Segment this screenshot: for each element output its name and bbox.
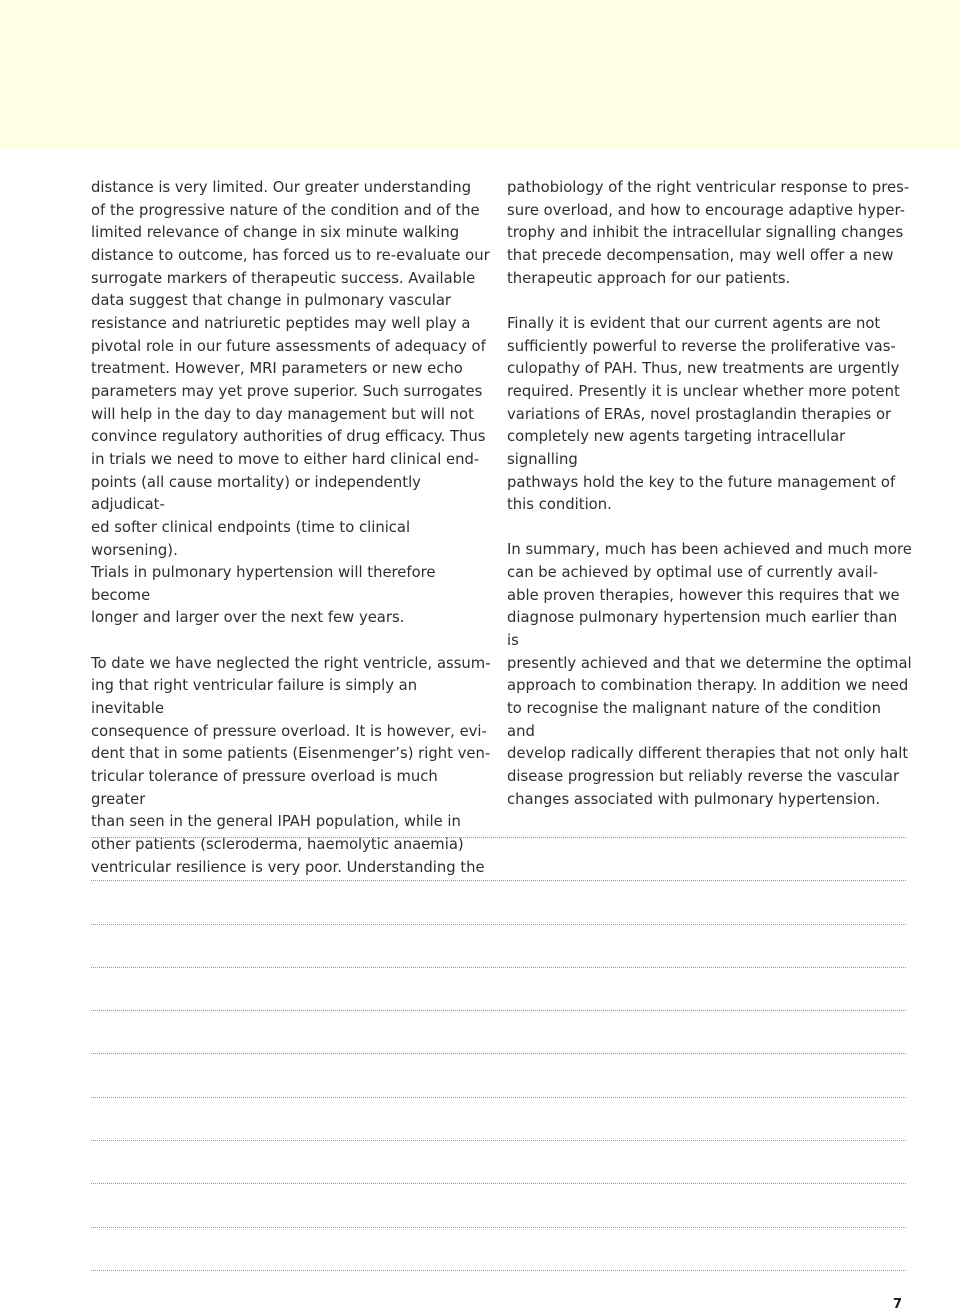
right-paragraph-1: pathobiology of the right ventricular response to pres- sure overload, and how to encourage adaptive hyper- trophy and inhibit the intracellular signalling changes that precede decompensation, may well offer a new therapeutic approach for our patients.	[507, 179, 910, 287]
left-paragraph-2: To date we have neglected the right ventricle, assum- ing that right ventricular failure is simply an inevitable consequence of pressure overload. It is however, evi- dent that in some patients (Eisenmenger’s) right ven- tricular tolerance of pressure overload is much greater than seen in the general IPAH population, while in other patients (scleroderma, haemolytic anaemia) ventricular resilience is very poor. Understanding the	[91, 654, 491, 876]
note-line	[91, 880, 906, 881]
note-line	[91, 1053, 906, 1054]
header-band	[0, 0, 960, 150]
right-paragraph-3: In summary, much has been achieved and much more can be achieved by optimal use of currently avail- able proven therapies, however this requires that we diagnose pulmonary hypertension much earlier than is presently achieved and that we determine the optimal approach to combination therapy. In addition we need to recognise the malignant nature of the condition and develop radically different therapies that not only halt disease progression but reliably reverse the vascular changes associated with pulmonary hypertension.	[507, 541, 912, 808]
note-line	[91, 967, 906, 968]
note-line	[91, 837, 906, 838]
note-line	[91, 1227, 906, 1228]
note-line	[91, 1097, 906, 1098]
right-paragraph-2: Finally it is evident that our current agents are not sufficiently powerful to reverse the proliferative vas- culopathy of PAH. Thus, new treatments are urgently required. Presently it is unclear whether more potent variations of ERAs, novel prostaglandin therapies or completely new agents targeting intracellular signalling pathways hold the key to the future management of this condition.	[507, 314, 900, 514]
note-line	[91, 1183, 906, 1184]
right-column	[507, 177, 912, 811]
notes-lines	[91, 837, 906, 1313]
note-line	[91, 924, 906, 925]
left-column	[91, 177, 493, 879]
page-number: 7	[893, 1297, 903, 1312]
note-line	[91, 1140, 906, 1141]
left-paragraph-1: distance is very limited. Our greater understanding of the progressive nature of the condition and of the limited relevance of change in six minute walking distance to outcome, has forced us to re-evaluate our surrogate markers of therapeutic success. Available data suggest that change in pulmonary vascular resistance and natriuretic peptides may well play a pivotal role in our future assessments of adequacy of treatment. However, MRI parameters or new echo parameters may yet prove superior. Such surrogates will help in the day to day management but will not convince regulatory authorities of drug efficacy. Thus in trials we need to move to either hard clinical end- points (all cause mortality) or independently adjudicat- ed softer clinical endpoints (time to clinical worsening). Trials in pulmonary hypertension will therefore become longer and larger over the next few years.	[91, 179, 490, 627]
note-line	[91, 1270, 906, 1271]
note-line	[91, 1010, 906, 1011]
